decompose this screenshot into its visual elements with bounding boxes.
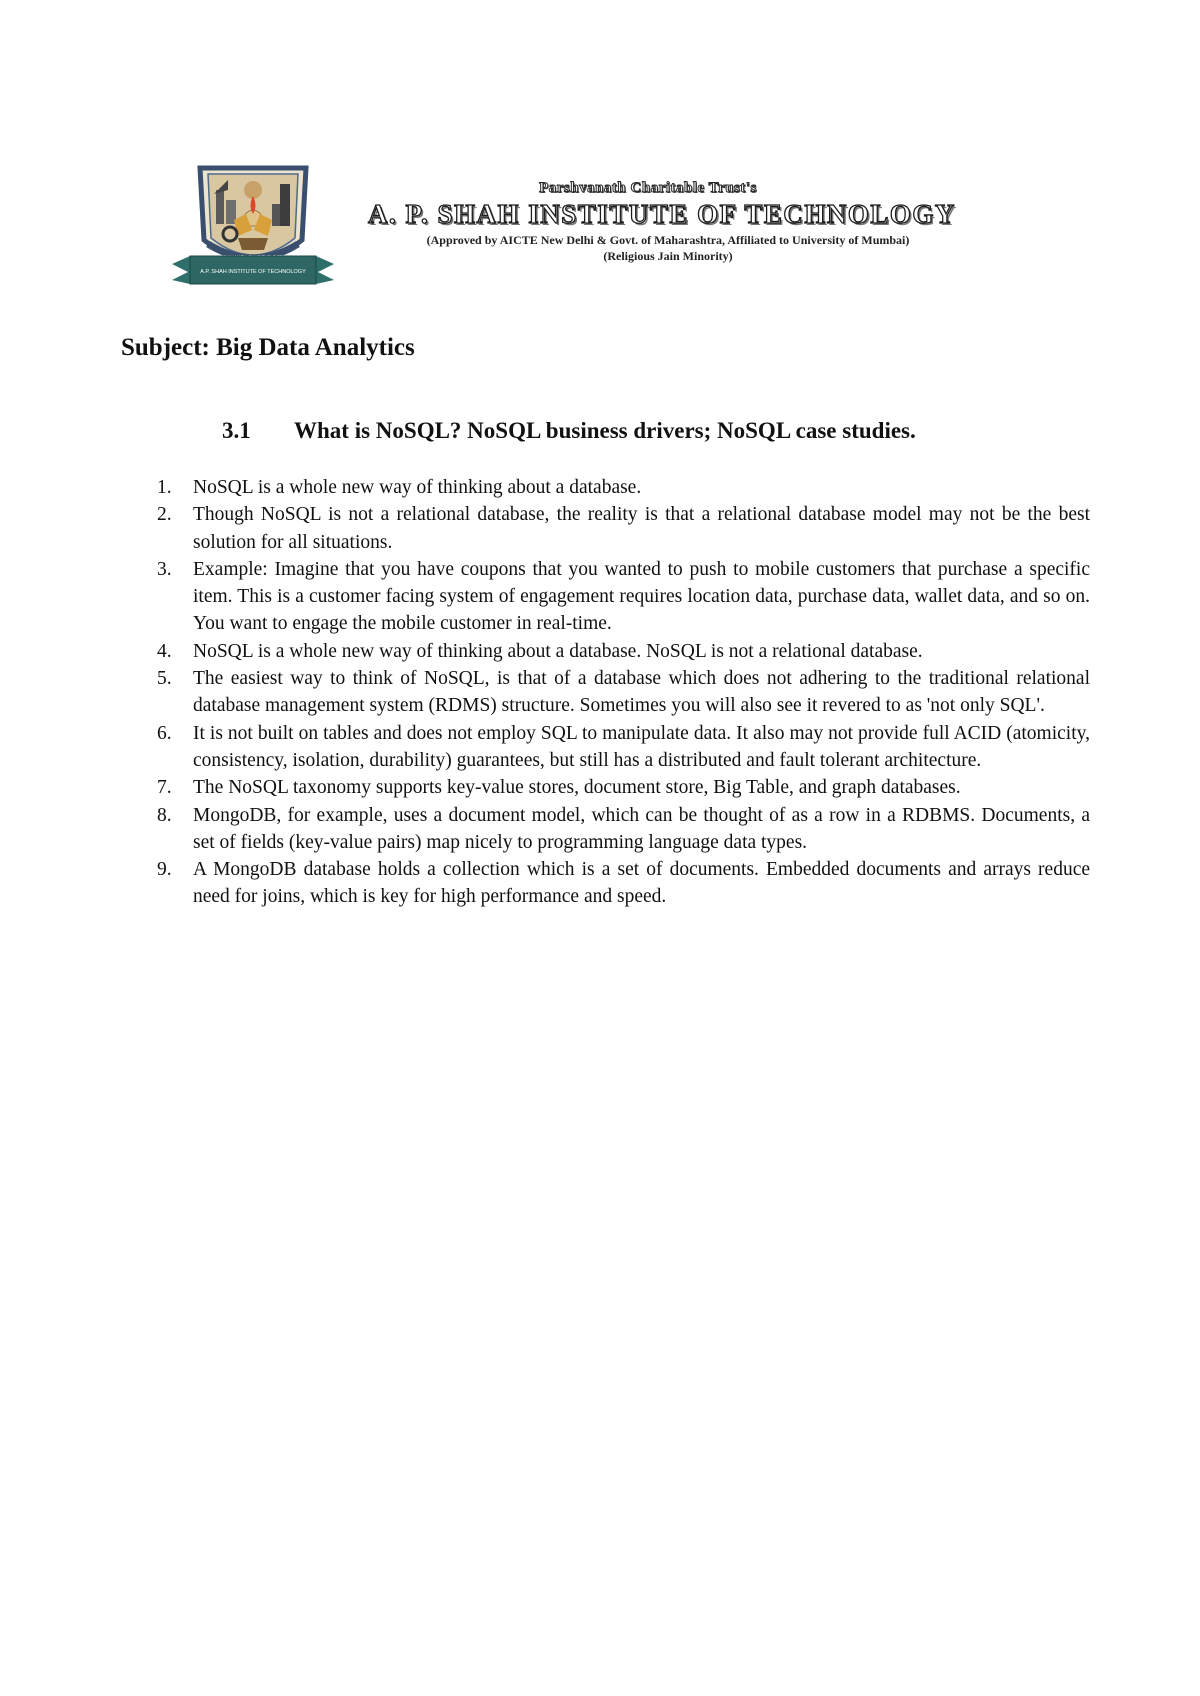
list-item-number: 3.	[157, 558, 172, 580]
list-item-text: The easiest way to think of NoSQL, is that of a database which does not adhering to the traditional relational database management system (RDMS) structure. Sometimes you will also see it revered to as 'not only SQL'.	[193, 668, 1090, 717]
list-item-number: 9.	[157, 859, 172, 881]
list-item	[157, 501, 1090, 556]
institute-crest-logo-icon	[168, 160, 338, 295]
list-item-text: NoSQL is a whole new way of thinking about a database. NoSQL is not a relational database.	[193, 640, 923, 662]
letterhead	[168, 160, 956, 295]
list-item-number: 4.	[157, 640, 172, 662]
list-item	[157, 856, 1090, 911]
list-item-number: 2.	[157, 504, 172, 526]
institute-name: A. P. SHAH INSTITUTE OF TECHNOLOGY	[368, 199, 956, 229]
section-heading	[222, 418, 916, 444]
section-title: What is NoSQL? NoSQL business drivers; NoSQL case studies.	[294, 418, 916, 443]
list-item-text: The NoSQL taxonomy supports key-value stores, document store, Big Table, and graph databases.	[193, 777, 961, 799]
list-item	[157, 556, 1090, 638]
minority-line: (Religious Jain Minority)	[603, 249, 733, 263]
list-item	[157, 720, 1090, 775]
list-item-text: A MongoDB database holds a collection which is a set of documents. Embedded documents and arrays reduce need for joins, which is key for high performance and speed.	[193, 859, 1090, 908]
list-item-number: 8.	[157, 804, 172, 826]
list-item-text: Though NoSQL is not a relational database, the reality is that a relational database model may not be the best solution for all situations.	[193, 504, 1090, 553]
nosql-points-list	[157, 474, 1090, 911]
logo-ribbon-text: A.P. SHAH INSTITUTE OF TECHNOLOGY	[200, 269, 306, 275]
list-item	[157, 638, 1090, 665]
section-number: 3.1	[222, 418, 251, 443]
list-item	[157, 474, 1090, 501]
list-item-number: 7.	[157, 777, 172, 799]
list-item-text: Example: Imagine that you have coupons that you wanted to push to mobile customers that purchase a specific item. This is a customer facing system of engagement requires location data, purchase data, wallet data, and so on. You want to engage the mobile customer in real-time.	[193, 558, 1090, 635]
list-item-number: 6.	[157, 722, 172, 744]
list-item-number: 5.	[157, 668, 172, 690]
approval-line: (Approved by AICTE New Delhi & Govt. of Maharashtra, Affiliated to University of Mumbai)	[426, 233, 910, 247]
trust-name: Parshvanath Charitable Trust's	[539, 180, 757, 196]
subject-heading: Subject: Big Data Analytics	[121, 334, 415, 361]
list-item	[157, 665, 1090, 720]
list-item	[157, 802, 1090, 857]
institute-name-block	[368, 180, 956, 264]
list-item	[157, 774, 1090, 801]
list-item-text: MongoDB, for example, uses a document model, which can be thought of as a row in a RDBMS. Documents, a set of fields (key-value pairs) map nicely to programming language data types.	[193, 804, 1090, 853]
list-item-number: 1.	[157, 477, 172, 498]
list-item-text: It is not built on tables and does not employ SQL to manipulate data. It also may not provide full ACID (atomicity, consistency, isolation, durability) guarantees, but still has a distributed and fault tolerant architecture.	[193, 722, 1090, 771]
list-item-text: NoSQL is a whole new way of thinking about a database.	[193, 477, 642, 498]
